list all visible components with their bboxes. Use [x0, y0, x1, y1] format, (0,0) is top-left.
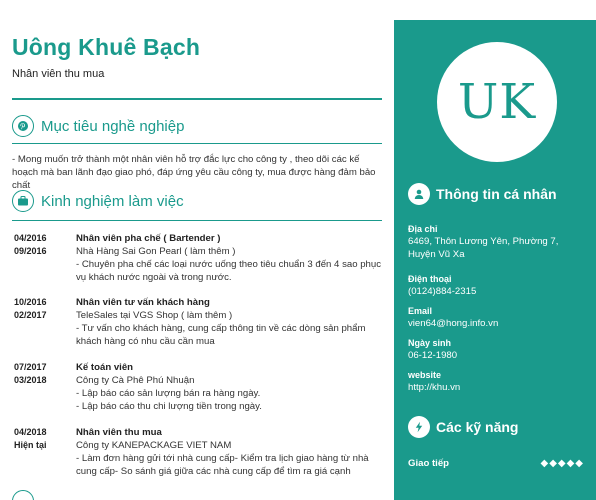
job-end: Hiện tại — [14, 440, 47, 450]
skills-heading — [408, 416, 518, 438]
job-dates — [14, 232, 66, 258]
job-description: - Lập báo cáo sản lượng bán ra hàng ngày. - Lập báo cáo thu chi lượng tiền trong ngày. — [76, 388, 262, 412]
briefcase-icon — [12, 190, 34, 212]
job-start: 07/2017 — [14, 362, 47, 372]
info-label: Điện thoại — [408, 274, 452, 284]
info-email — [408, 305, 588, 330]
info-value: 6469, Thôn Lương Yên, Phường 7, Huyện Vũ Xa — [408, 236, 559, 260]
info-phone — [408, 273, 588, 298]
info-label: Ngày sinh — [408, 338, 452, 348]
job-title: Kế toán viên — [76, 362, 134, 373]
job-start: 04/2016 — [14, 233, 47, 243]
job-description: - Tư vấn cho khách hàng, cung cấp thông tin về các dòng sản phẩm khách hàng có nhu cầu cần mua — [76, 323, 366, 347]
skill-rating-diamond: ◆ — [557, 458, 567, 469]
info-value: vien64@hong.info.vn — [408, 318, 499, 329]
job-body — [76, 361, 382, 413]
experience-heading — [12, 190, 184, 212]
skills-title: Các kỹ năng — [436, 419, 519, 435]
job-company: Nhà Hàng Sai Gon Pearl ( làm thêm ) — [76, 246, 236, 257]
job-dates — [14, 296, 66, 322]
job-description: - Làm đơn hàng gửi tới nhà cung cấp- Kiểm tra lịch giao hàng từ nhà cung cấp- So sánh giá giữa các nhà cung cấp để tìm ra giá cạnh — [76, 453, 369, 477]
personal-info-heading — [408, 183, 557, 205]
skill-rating-diamond: ◆ — [549, 458, 558, 469]
info-address — [408, 223, 588, 261]
job-title: Nhân viên pha chế ( Bartender ) — [76, 233, 221, 244]
candidate-position: Nhân viên thu mua — [12, 68, 105, 80]
job-body — [76, 232, 382, 284]
next-section-icon — [12, 490, 34, 500]
info-value: http://khu.vn — [408, 382, 461, 393]
personal-info-title: Thông tin cá nhân — [436, 186, 557, 202]
user-icon — [408, 183, 430, 205]
skill-name: Giao tiếp — [408, 458, 450, 469]
avatar-initials: UK — [457, 74, 537, 130]
job-end: 09/2016 — [14, 246, 47, 256]
avatar — [437, 42, 557, 162]
job-body — [76, 296, 382, 348]
info-label: website — [408, 370, 442, 380]
job-company: Công ty KANEPACKAGE VIET NAM — [76, 440, 232, 451]
job-end: 03/2018 — [14, 375, 47, 385]
candidate-name: Uông Khuê Bạch — [12, 34, 201, 60]
job-end: 02/2017 — [14, 310, 47, 320]
job-dates — [14, 361, 66, 387]
experience-divider — [12, 220, 382, 221]
job-title: Nhân viên thu mua — [76, 427, 162, 438]
skill-rating-diamond: ◆ — [575, 458, 584, 469]
skill-row — [408, 458, 584, 469]
job-start: 10/2016 — [14, 297, 47, 307]
skill-rating-diamond: ◆ — [566, 458, 576, 469]
job-title: Nhân viên tư vấn khách hàng — [76, 297, 210, 308]
job-company: Công ty Cà Phê Phú Nhuận — [76, 375, 195, 386]
objective-heading — [12, 115, 184, 137]
job-dates — [14, 426, 66, 452]
info-value: (0124)884-2315 — [408, 286, 477, 297]
info-label: Địa chỉ — [408, 224, 438, 234]
objective-divider — [12, 143, 382, 144]
sidebar — [394, 20, 596, 500]
job-company: TeleSales tại VGS Shop ( làm thêm ) — [76, 310, 233, 321]
info-value: 06-12-1980 — [408, 350, 458, 361]
header-divider — [12, 98, 382, 100]
experience-title: Kinh nghiệm làm việc — [41, 192, 184, 210]
objective-title: Mục tiêu nghề nghiệp — [41, 117, 185, 135]
job-description: - Chuyên pha chế các loại nước uống theo tiêu chuẩn 3 đến 4 sao phục vụ khách nước ngoài và trong nước. — [76, 259, 381, 283]
skill-rating — [540, 458, 584, 469]
info-birthdate — [408, 337, 588, 362]
job-body — [76, 426, 382, 478]
job-start: 04/2018 — [14, 427, 47, 437]
objective-text: - Mong muốn trở thành một nhân viên hỗ trợ đắc lực cho công ty , theo dõi các kế hoạch mà ban lãnh đạo giao phó, đáp ứng yêu cầu công ty, mua được hàng đảm bảo chất — [12, 154, 376, 191]
pinterest-icon — [12, 115, 34, 137]
skill-rating-diamond: ◆ — [540, 458, 550, 469]
lightning-icon — [408, 416, 430, 438]
info-website — [408, 369, 588, 394]
info-label: Email — [408, 306, 433, 316]
